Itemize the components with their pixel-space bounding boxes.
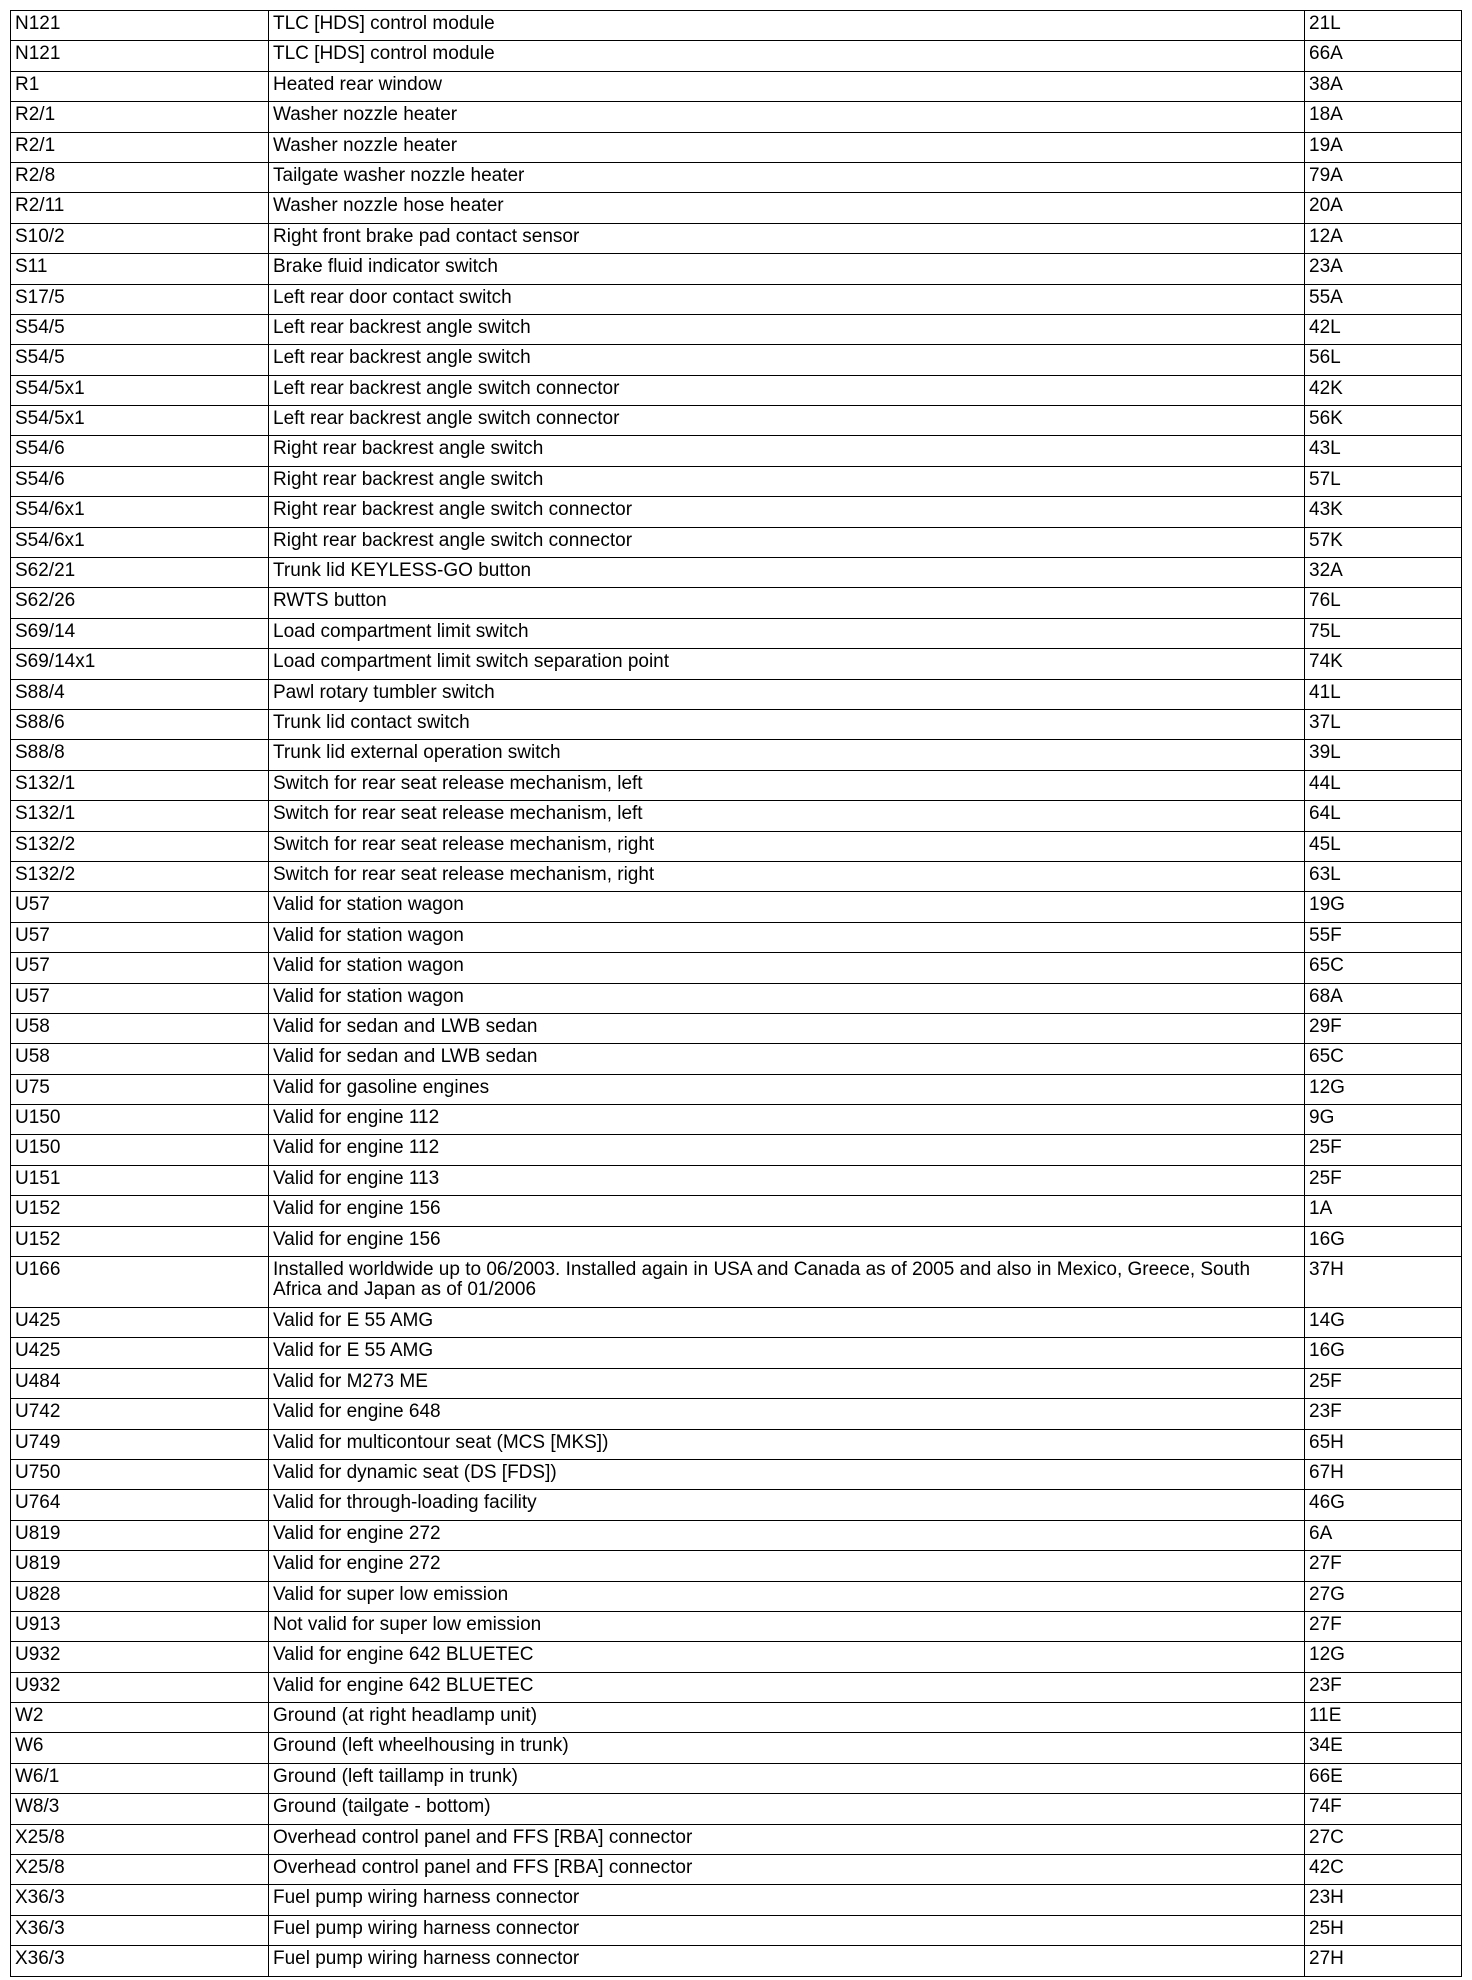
component-code-cell: U828	[11, 1581, 269, 1611]
table-row	[11, 922, 1462, 952]
component-description-cell: TLC [HDS] control module	[269, 41, 1305, 71]
component-description-cell: Left rear backrest angle switch connector	[269, 375, 1305, 405]
component-code-cell: S10/2	[11, 223, 269, 253]
table-row	[11, 1257, 1462, 1308]
component-code-cell: U764	[11, 1490, 269, 1520]
component-description-cell: Valid for engine 156	[269, 1196, 1305, 1226]
component-code-cell: R1	[11, 71, 269, 101]
component-description-cell: Brake fluid indicator switch	[269, 254, 1305, 284]
table-row	[11, 1368, 1462, 1398]
grid-reference-cell: 43K	[1305, 497, 1462, 527]
component-code-cell: X36/3	[11, 1915, 269, 1945]
grid-reference-cell: 74F	[1305, 1794, 1462, 1824]
component-description-cell: Load compartment limit switch	[269, 618, 1305, 648]
table-row	[11, 1611, 1462, 1641]
component-description-cell: Valid for station wagon	[269, 922, 1305, 952]
component-description-cell: Pawl rotary tumbler switch	[269, 679, 1305, 709]
table-row	[11, 1642, 1462, 1672]
table-row	[11, 1824, 1462, 1854]
component-code-cell: W2	[11, 1703, 269, 1733]
component-code-cell: S54/5x1	[11, 406, 269, 436]
grid-reference-cell: 42L	[1305, 314, 1462, 344]
grid-reference-cell: 57L	[1305, 466, 1462, 496]
component-description-cell: RWTS button	[269, 588, 1305, 618]
component-code-cell: S17/5	[11, 284, 269, 314]
component-code-cell: U152	[11, 1196, 269, 1226]
grid-reference-cell: 23F	[1305, 1399, 1462, 1429]
component-description-cell: Valid for sedan and LWB sedan	[269, 1044, 1305, 1074]
component-code-cell: N121	[11, 11, 269, 41]
component-description-cell: Valid for E 55 AMG	[269, 1308, 1305, 1338]
component-code-cell: R2/1	[11, 102, 269, 132]
grid-reference-cell: 42C	[1305, 1855, 1462, 1885]
component-code-cell: R2/11	[11, 193, 269, 223]
component-code-cell: U58	[11, 1044, 269, 1074]
grid-reference-cell: 42K	[1305, 375, 1462, 405]
component-code-cell: S54/6	[11, 466, 269, 496]
grid-reference-cell: 56L	[1305, 345, 1462, 375]
grid-reference-cell: 20A	[1305, 193, 1462, 223]
grid-reference-cell: 46G	[1305, 1490, 1462, 1520]
table-row	[11, 1733, 1462, 1763]
grid-reference-cell: 27C	[1305, 1824, 1462, 1854]
component-description-cell: Valid for engine 112	[269, 1135, 1305, 1165]
component-description-cell: Valid for engine 272	[269, 1520, 1305, 1550]
component-description-cell: Washer nozzle hose heater	[269, 193, 1305, 223]
component-description-cell: Ground (at right headlamp unit)	[269, 1703, 1305, 1733]
table-row	[11, 649, 1462, 679]
table-row	[11, 558, 1462, 588]
grid-reference-cell: 25F	[1305, 1135, 1462, 1165]
grid-reference-cell: 23F	[1305, 1672, 1462, 1702]
grid-reference-cell: 25F	[1305, 1368, 1462, 1398]
component-description-cell: Washer nozzle heater	[269, 102, 1305, 132]
grid-reference-cell: 16G	[1305, 1338, 1462, 1368]
grid-reference-cell: 23A	[1305, 254, 1462, 284]
table-row	[11, 953, 1462, 983]
component-code-cell: U57	[11, 922, 269, 952]
component-description-cell: Switch for rear seat release mechanism, left	[269, 770, 1305, 800]
component-description-cell: Switch for rear seat release mechanism, right	[269, 831, 1305, 861]
table-row	[11, 1551, 1462, 1581]
grid-reference-cell: 19A	[1305, 132, 1462, 162]
grid-reference-cell: 25H	[1305, 1915, 1462, 1945]
component-description-cell: Ground (left taillamp in trunk)	[269, 1763, 1305, 1793]
component-code-cell: R2/8	[11, 162, 269, 192]
grid-reference-cell: 75L	[1305, 618, 1462, 648]
component-description-cell: Valid for engine 112	[269, 1105, 1305, 1135]
component-code-cell: S11	[11, 254, 269, 284]
component-description-cell: Left rear backrest angle switch	[269, 314, 1305, 344]
table-row	[11, 1794, 1462, 1824]
component-code-cell: U57	[11, 983, 269, 1013]
grid-reference-cell: 12G	[1305, 1642, 1462, 1672]
component-description-cell: Not valid for super low emission	[269, 1611, 1305, 1641]
table-row	[11, 102, 1462, 132]
component-code-cell: U75	[11, 1074, 269, 1104]
table-row	[11, 1581, 1462, 1611]
component-description-cell: Valid for station wagon	[269, 953, 1305, 983]
table-row	[11, 892, 1462, 922]
component-code-cell: S88/6	[11, 709, 269, 739]
table-row	[11, 1308, 1462, 1338]
component-description-cell: Valid for gasoline engines	[269, 1074, 1305, 1104]
grid-reference-cell: 23H	[1305, 1885, 1462, 1915]
legend-table	[10, 10, 1462, 1977]
component-code-cell: X36/3	[11, 1946, 269, 1976]
table-row	[11, 162, 1462, 192]
table-row	[11, 345, 1462, 375]
component-code-cell: U150	[11, 1135, 269, 1165]
legend-body	[11, 11, 1462, 1977]
table-row	[11, 1459, 1462, 1489]
component-description-cell: Left rear backrest angle switch	[269, 345, 1305, 375]
component-description-cell: Trunk lid contact switch	[269, 709, 1305, 739]
component-description-cell: TLC [HDS] control module	[269, 11, 1305, 41]
table-row	[11, 1672, 1462, 1702]
component-code-cell: U742	[11, 1399, 269, 1429]
component-description-cell: Tailgate washer nozzle heater	[269, 162, 1305, 192]
component-code-cell: U913	[11, 1611, 269, 1641]
table-row	[11, 770, 1462, 800]
table-row	[11, 1763, 1462, 1793]
table-row	[11, 1855, 1462, 1885]
table-row	[11, 861, 1462, 891]
table-row	[11, 1429, 1462, 1459]
table-row	[11, 1520, 1462, 1550]
table-row	[11, 527, 1462, 557]
grid-reference-cell: 18A	[1305, 102, 1462, 132]
table-row	[11, 1703, 1462, 1733]
grid-reference-cell: 12A	[1305, 223, 1462, 253]
component-code-cell: U57	[11, 892, 269, 922]
grid-reference-cell: 37L	[1305, 709, 1462, 739]
component-code-cell: U425	[11, 1338, 269, 1368]
component-description-cell: Right rear backrest angle switch	[269, 436, 1305, 466]
grid-reference-cell: 65H	[1305, 1429, 1462, 1459]
component-description-cell: Valid for super low emission	[269, 1581, 1305, 1611]
table-row	[11, 223, 1462, 253]
grid-reference-cell: 65C	[1305, 1044, 1462, 1074]
grid-reference-cell: 68A	[1305, 983, 1462, 1013]
grid-reference-cell: 67H	[1305, 1459, 1462, 1489]
table-row	[11, 406, 1462, 436]
component-description-cell: Right front brake pad contact sensor	[269, 223, 1305, 253]
table-row	[11, 801, 1462, 831]
grid-reference-cell: 45L	[1305, 831, 1462, 861]
table-row	[11, 41, 1462, 71]
component-code-cell: W6	[11, 1733, 269, 1763]
table-row	[11, 1338, 1462, 1368]
component-code-cell: S88/4	[11, 679, 269, 709]
table-row	[11, 679, 1462, 709]
component-description-cell: Washer nozzle heater	[269, 132, 1305, 162]
table-row	[11, 71, 1462, 101]
component-code-cell: R2/1	[11, 132, 269, 162]
grid-reference-cell: 66E	[1305, 1763, 1462, 1793]
grid-reference-cell: 39L	[1305, 740, 1462, 770]
table-row	[11, 1490, 1462, 1520]
grid-reference-cell: 76L	[1305, 588, 1462, 618]
table-row	[11, 284, 1462, 314]
component-description-cell: Valid for engine 642 BLUETEC	[269, 1672, 1305, 1702]
table-row	[11, 983, 1462, 1013]
component-code-cell: U425	[11, 1308, 269, 1338]
table-row	[11, 1135, 1462, 1165]
grid-reference-cell: 21L	[1305, 11, 1462, 41]
table-row	[11, 831, 1462, 861]
component-description-cell: Fuel pump wiring harness connector	[269, 1915, 1305, 1945]
component-description-cell: Overhead control panel and FFS [RBA] connector	[269, 1824, 1305, 1854]
component-description-cell: Valid for station wagon	[269, 983, 1305, 1013]
table-row	[11, 588, 1462, 618]
component-code-cell: X36/3	[11, 1885, 269, 1915]
component-code-cell: X25/8	[11, 1824, 269, 1854]
component-code-cell: W6/1	[11, 1763, 269, 1793]
component-code-cell: X25/8	[11, 1855, 269, 1885]
grid-reference-cell: 65C	[1305, 953, 1462, 983]
grid-reference-cell: 9G	[1305, 1105, 1462, 1135]
grid-reference-cell: 1A	[1305, 1196, 1462, 1226]
component-description-cell: Ground (left wheelhousing in trunk)	[269, 1733, 1305, 1763]
table-row	[11, 1399, 1462, 1429]
grid-reference-cell: 6A	[1305, 1520, 1462, 1550]
grid-reference-cell: 79A	[1305, 162, 1462, 192]
component-code-cell: S69/14	[11, 618, 269, 648]
grid-reference-cell: 27F	[1305, 1611, 1462, 1641]
component-code-cell: U932	[11, 1672, 269, 1702]
component-description-cell: Switch for rear seat release mechanism, left	[269, 801, 1305, 831]
table-row	[11, 1226, 1462, 1256]
component-description-cell: Right rear backrest angle switch connector	[269, 497, 1305, 527]
component-code-cell: U57	[11, 953, 269, 983]
component-description-cell: Valid for engine 272	[269, 1551, 1305, 1581]
component-description-cell: Switch for rear seat release mechanism, right	[269, 861, 1305, 891]
table-row	[11, 1074, 1462, 1104]
component-description-cell: Load compartment limit switch separation point	[269, 649, 1305, 679]
grid-reference-cell: 12G	[1305, 1074, 1462, 1104]
component-description-cell: Left rear door contact switch	[269, 284, 1305, 314]
grid-reference-cell: 63L	[1305, 861, 1462, 891]
grid-reference-cell: 27H	[1305, 1946, 1462, 1976]
component-code-cell: S54/6	[11, 436, 269, 466]
grid-reference-cell: 16G	[1305, 1226, 1462, 1256]
grid-reference-cell: 66A	[1305, 41, 1462, 71]
component-code-cell: U484	[11, 1368, 269, 1398]
grid-reference-cell: 25F	[1305, 1165, 1462, 1195]
table-row	[11, 375, 1462, 405]
grid-reference-cell: 55F	[1305, 922, 1462, 952]
component-description-cell: Valid for engine 648	[269, 1399, 1305, 1429]
table-row	[11, 1196, 1462, 1226]
table-row	[11, 314, 1462, 344]
component-code-cell: S62/26	[11, 588, 269, 618]
grid-reference-cell: 38A	[1305, 71, 1462, 101]
table-row	[11, 497, 1462, 527]
component-description-cell: Valid for through-loading facility	[269, 1490, 1305, 1520]
component-description-cell: Ground (tailgate - bottom)	[269, 1794, 1305, 1824]
component-description-cell: Installed worldwide up to 06/2003. Installed again in USA and Canada as of 2005 and also in Mexico, Greece, South Africa and Japan as of 01/2006	[269, 1257, 1305, 1308]
table-row	[11, 740, 1462, 770]
table-row	[11, 618, 1462, 648]
table-row	[11, 132, 1462, 162]
component-description-cell: Valid for E 55 AMG	[269, 1338, 1305, 1368]
component-description-cell: Valid for sedan and LWB sedan	[269, 1013, 1305, 1043]
grid-reference-cell: 32A	[1305, 558, 1462, 588]
grid-reference-cell: 27F	[1305, 1551, 1462, 1581]
grid-reference-cell: 74K	[1305, 649, 1462, 679]
component-code-cell: S54/6x1	[11, 497, 269, 527]
component-code-cell: S54/5	[11, 345, 269, 375]
component-code-cell: S132/2	[11, 831, 269, 861]
table-row	[11, 436, 1462, 466]
component-code-cell: U749	[11, 1429, 269, 1459]
grid-reference-cell: 37H	[1305, 1257, 1462, 1308]
grid-reference-cell: 44L	[1305, 770, 1462, 800]
grid-reference-cell: 27G	[1305, 1581, 1462, 1611]
component-code-cell: S132/1	[11, 770, 269, 800]
table-row	[11, 466, 1462, 496]
component-description-cell: Fuel pump wiring harness connector	[269, 1885, 1305, 1915]
table-row	[11, 1044, 1462, 1074]
component-description-cell: Right rear backrest angle switch	[269, 466, 1305, 496]
table-row	[11, 1885, 1462, 1915]
component-code-cell: U166	[11, 1257, 269, 1308]
component-description-cell: Valid for dynamic seat (DS [FDS])	[269, 1459, 1305, 1489]
table-row	[11, 11, 1462, 41]
component-code-cell: W8/3	[11, 1794, 269, 1824]
grid-reference-cell: 11E	[1305, 1703, 1462, 1733]
component-description-cell: Right rear backrest angle switch connector	[269, 527, 1305, 557]
component-code-cell: S88/8	[11, 740, 269, 770]
component-description-cell: Valid for engine 156	[269, 1226, 1305, 1256]
component-description-cell: Left rear backrest angle switch connector	[269, 406, 1305, 436]
component-code-cell: S69/14x1	[11, 649, 269, 679]
component-code-cell: S132/2	[11, 861, 269, 891]
grid-reference-cell: 19G	[1305, 892, 1462, 922]
table-row	[11, 254, 1462, 284]
component-description-cell: Valid for station wagon	[269, 892, 1305, 922]
table-row	[11, 1013, 1462, 1043]
component-description-cell: Trunk lid external operation switch	[269, 740, 1305, 770]
component-code-cell: S62/21	[11, 558, 269, 588]
component-code-cell: U932	[11, 1642, 269, 1672]
component-description-cell: Heated rear window	[269, 71, 1305, 101]
table-row	[11, 1946, 1462, 1976]
component-description-cell: Valid for M273 ME	[269, 1368, 1305, 1398]
component-description-cell: Valid for engine 642 BLUETEC	[269, 1642, 1305, 1672]
component-description-cell: Trunk lid KEYLESS-GO button	[269, 558, 1305, 588]
component-description-cell: Valid for engine 113	[269, 1165, 1305, 1195]
table-row	[11, 1915, 1462, 1945]
component-code-cell: U58	[11, 1013, 269, 1043]
grid-reference-cell: 43L	[1305, 436, 1462, 466]
grid-reference-cell: 41L	[1305, 679, 1462, 709]
component-description-cell: Fuel pump wiring harness connector	[269, 1946, 1305, 1976]
component-code-cell: S132/1	[11, 801, 269, 831]
grid-reference-cell: 57K	[1305, 527, 1462, 557]
grid-reference-cell: 55A	[1305, 284, 1462, 314]
component-code-cell: U819	[11, 1551, 269, 1581]
component-code-cell: N121	[11, 41, 269, 71]
component-code-cell: U152	[11, 1226, 269, 1256]
grid-reference-cell: 14G	[1305, 1308, 1462, 1338]
table-row	[11, 1165, 1462, 1195]
component-code-cell: U819	[11, 1520, 269, 1550]
grid-reference-cell: 29F	[1305, 1013, 1462, 1043]
component-description-cell: Overhead control panel and FFS [RBA] connector	[269, 1855, 1305, 1885]
table-row	[11, 1105, 1462, 1135]
component-code-cell: S54/6x1	[11, 527, 269, 557]
grid-reference-cell: 34E	[1305, 1733, 1462, 1763]
table-row	[11, 709, 1462, 739]
component-code-cell: U151	[11, 1165, 269, 1195]
component-code-cell: U750	[11, 1459, 269, 1489]
grid-reference-cell: 56K	[1305, 406, 1462, 436]
component-code-cell: S54/5x1	[11, 375, 269, 405]
component-code-cell: U150	[11, 1105, 269, 1135]
component-code-cell: S54/5	[11, 314, 269, 344]
component-description-cell: Valid for multicontour seat (MCS [MKS])	[269, 1429, 1305, 1459]
table-row	[11, 193, 1462, 223]
grid-reference-cell: 64L	[1305, 801, 1462, 831]
